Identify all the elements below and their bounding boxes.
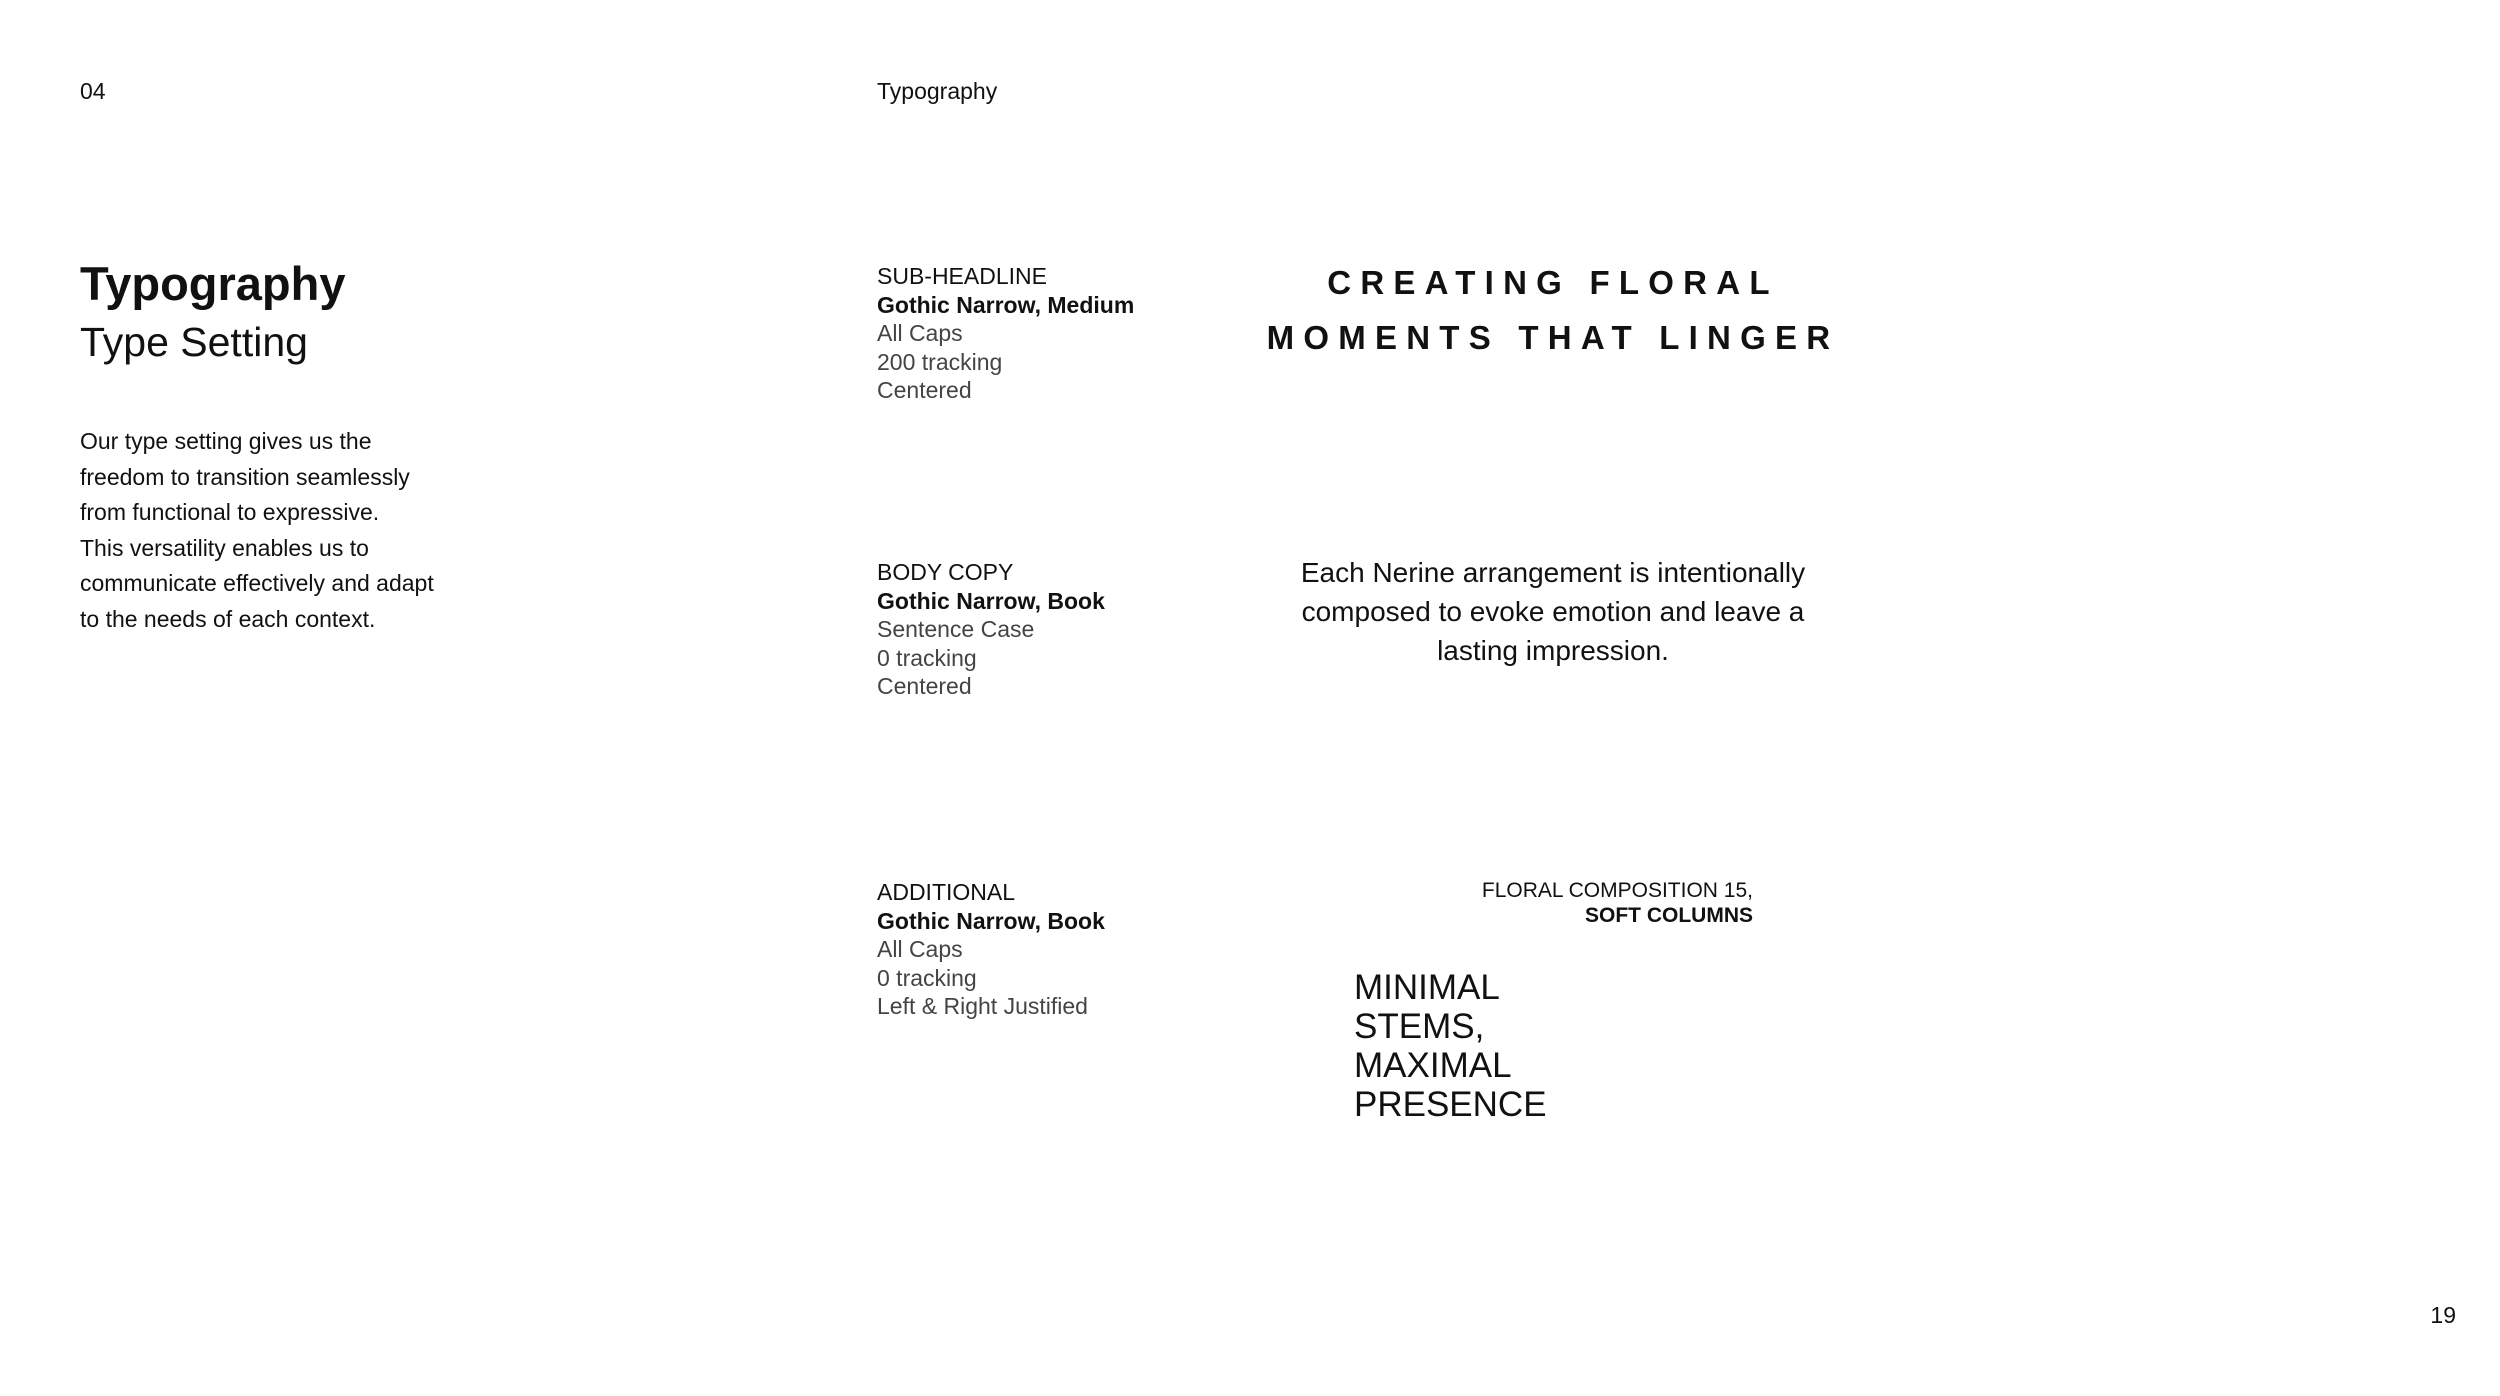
spec-font: Gothic Narrow, Book [877,907,1105,934]
spec-sub-headline [877,262,1277,405]
intro-line: from functional to expressive. [80,499,380,525]
body-copy-line: Each Nerine arrangement is intentionally [1300,557,1806,588]
spec-additional [877,878,1277,1021]
intro-line: Our type setting gives us the [80,428,372,454]
sub-headline-line: MOMENTS THAT LINGER [1266,319,1840,356]
spec-tracking: 200 tracking [877,348,1003,375]
spec-case: Sentence Case [877,616,1035,642]
intro-line: This versatility enables us to [80,534,369,561]
intro-paragraph [80,424,500,637]
spec-tracking: 0 tracking [877,644,977,671]
caption-title: SOFT COLUMNS [1585,904,1753,927]
additional-sample [1354,968,1547,1124]
caption-line: FLORAL COMPOSITION 15, [1481,879,1753,902]
body-copy-sample [1253,553,1853,670]
spec-case: All Caps [877,936,963,962]
intro-line: freedom to transition seamlessly [80,463,410,490]
body-copy-line: lasting impression. [1437,635,1669,666]
spec-alignment: Centered [877,673,972,699]
spec-case: All Caps [877,320,963,346]
spec-font: Gothic Narrow, Book [877,587,1105,614]
spec-label: SUB-HEADLINE [877,263,1047,289]
sub-headline-line: CREATING FLORAL [1327,264,1779,301]
intro-line: communicate effectively and adapt [80,570,434,596]
spec-tracking: 0 tracking [877,964,977,991]
composition-caption [1400,878,1753,928]
spec-font: Gothic Narrow, Medium [877,291,1135,318]
additional-line: PRESENCE [1354,1085,1547,1124]
page-number: 19 [2430,1302,2456,1328]
section-name: Typography [877,78,998,104]
additional-line: MINIMAL [1354,968,1500,1007]
intro-line: to the needs of each context. [80,605,376,632]
page-title: Typography [80,257,346,310]
section-number: 04 [80,78,106,104]
additional-line: MAXIMAL [1354,1046,1512,1085]
spec-label: ADDITIONAL [877,879,1016,905]
spec-label: BODY COPY [877,559,1014,585]
spec-alignment: Left & Right Justified [877,993,1088,1019]
spec-alignment: Centered [877,377,972,403]
sub-headline-sample [1253,255,1853,365]
additional-line: STEMS, [1354,1007,1485,1046]
spec-body-copy [877,558,1277,701]
body-copy-line: composed to evoke emotion and leave a [1301,596,1805,627]
page-subtitle: Type Setting [80,319,308,365]
